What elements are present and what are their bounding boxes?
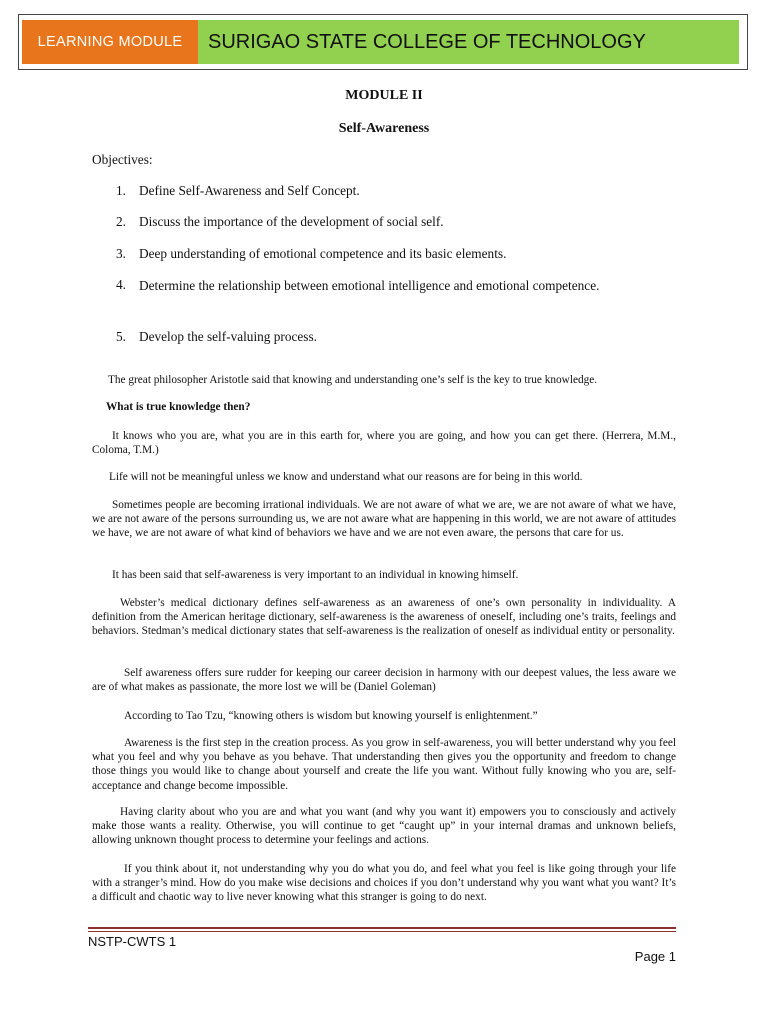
question-heading: What is true knowledge then?	[106, 401, 251, 413]
paragraph: If you think about it, not understanding why you do what you do, and feel what you feel is like going through your life with a stranger’s mind. How do you make wise decisions and choices if you don’t understand why you want what you want? It’s a difficult and chaotic way to live never knowing what this stranger is going to do next.	[92, 863, 676, 904]
objective-text: Define Self-Awareness and Self Concept.	[139, 183, 360, 198]
paragraph: Sometimes people are becoming irrational individuals. We are not aware of what we are, we are not aware of what we have, we are not aware of the persons surrounding us, we are not aware what are happening in this world, we are not aware of attitudes we have, we are not aware of what kind of behaviors we have and we are not even aware, the persons that care for us.	[92, 499, 676, 540]
objectives-heading: Objectives:	[92, 152, 153, 167]
paragraph: Self awareness offers sure rudder for keeping our career decision in harmony with our deepest values, the less aware we are of what makes as passionate, the more lost we will be (Daniel Goleman)	[92, 667, 676, 694]
objective-text: Discuss the importance of the development of social self.	[139, 214, 444, 229]
institution-banner: SURIGAO STATE COLLEGE OF TECHNOLOGY	[198, 20, 739, 64]
paragraph: It knows who you are, what you are in this earth for, where you are going, and how you can get there. (Herrera, M.M., Coloma, T.M.)	[92, 430, 676, 457]
aristotle-paragraph: The great philosopher Aristotle said that knowing and understanding one’s self is the key to true knowledge.	[108, 374, 598, 386]
objective-number: 5.	[116, 329, 126, 344]
page-number: Page 1	[634, 949, 676, 964]
objective-text: Deep understanding of emotional competence and its basic elements.	[139, 246, 507, 261]
objective-number: 2.	[116, 214, 126, 229]
objective-number: 4.	[116, 277, 126, 292]
paragraph: Life will not be meaningful unless we know and understand what our reasons are for being in this world.	[109, 471, 583, 483]
learning-module-badge: LEARNING MODULE	[22, 20, 198, 64]
tao-tzu-quote: According to Tao Tzu, “knowing others is wisdom but knowing yourself is enlightenment.”	[124, 710, 538, 722]
objective-text: Determine the relationship between emotional intelligence and emotional competence.	[139, 278, 600, 293]
module-topic: Self-Awareness	[338, 121, 430, 136]
objective-text: Develop the self-valuing process.	[139, 329, 317, 344]
paragraph: Having clarity about who you are and what you want (and why you want it) empowers you to consciously and actively make those wants a reality. Otherwise, you will continue to get “caught up” in your internal dramas and unknown beliefs, allowing unknown thought process to determine your feelings and actions.	[92, 806, 676, 847]
module-number: MODULE II	[345, 88, 423, 103]
footer-rule	[88, 927, 676, 929]
objective-number: 1.	[116, 183, 126, 198]
paragraph: Awareness is the first step in the creation process. As you grow in self-awareness, you will better understand why you feel what you feel and why you behave as you behave. That understanding then gives you the opportunity and freedom to change those things you would like to change about yourself and create the life you want. Without fully knowing who you are, self-acceptance and change become impossible.	[92, 737, 676, 792]
paragraph: It has been said that self-awareness is very important to an individual in knowing himself.	[112, 569, 519, 581]
footer-rule	[88, 931, 676, 932]
paragraph: Webster’s medical dictionary defines self-awareness as an awareness of one’s own personality in individuality. A definition from the American heritage dictionary, self-awareness is the awareness of oneself, including one’s traits, feelings and behaviors. Stedman’s medical dictionary states that self-awareness is the realization of oneself as individual entity or personality.	[92, 597, 676, 638]
course-code: NSTP-CWTS 1	[88, 934, 177, 949]
objective-number: 3.	[116, 246, 126, 261]
